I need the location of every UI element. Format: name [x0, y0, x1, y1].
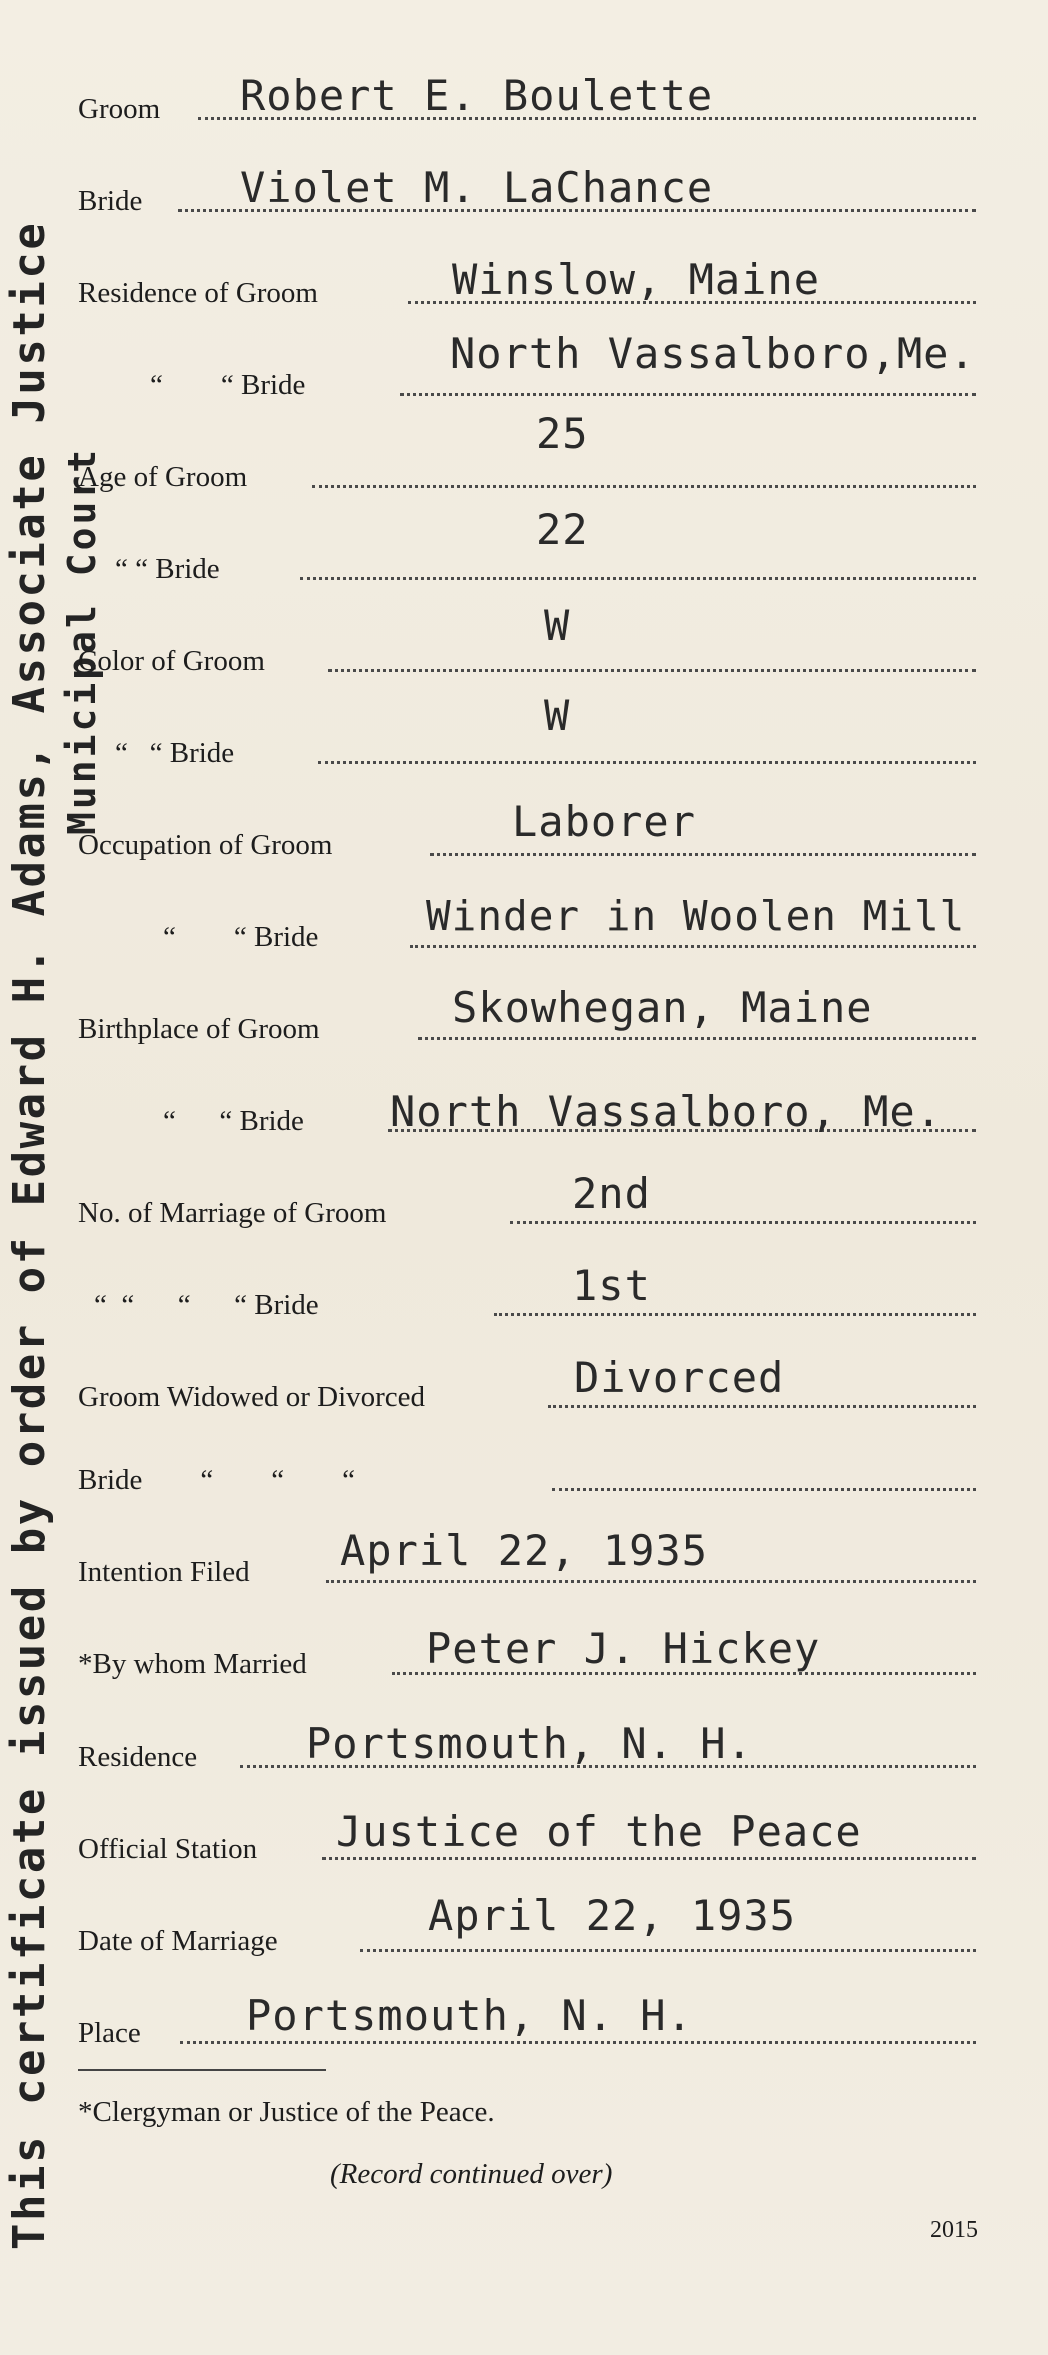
field-label: Age of Groom: [78, 461, 248, 493]
dotted-line: [410, 945, 976, 948]
field-official-station: [0, 1802, 1048, 1872]
field-birthplace-groom: [0, 982, 1048, 1052]
field-label: *By whom Married: [78, 1648, 307, 1680]
field-bride: [0, 154, 1048, 224]
dotted-line: [318, 761, 976, 764]
dotted-line: [494, 1313, 976, 1316]
field-value: W: [544, 691, 571, 740]
dotted-line: [300, 577, 976, 580]
dotted-line: [418, 1037, 976, 1040]
field-label: “ “ “ “ Bride: [94, 1289, 319, 1321]
field-officiant-residence: [0, 1710, 1048, 1780]
field-birthplace-bride: [0, 1074, 1048, 1144]
field-label: “ “ Bride: [163, 921, 319, 953]
field-value: 25: [536, 409, 589, 458]
field-color-bride: [0, 691, 1048, 776]
continued-note: (Record continued over): [330, 2158, 613, 2190]
field-value: Portsmouth, N. H.: [246, 1991, 693, 2040]
field-widowed-divorced-bride: [0, 1433, 1048, 1503]
field-value: North Vassalboro, Me.: [390, 1087, 943, 1136]
field-value: April 22, 1935: [428, 1891, 797, 1940]
field-label: “ “ Bride: [115, 553, 220, 585]
field-value: North Vassalboro,Me.: [450, 329, 976, 378]
field-label: Intention Filed: [78, 1556, 250, 1588]
field-label: “ “ Bride: [115, 737, 235, 769]
field-value: Peter J. Hickey: [426, 1624, 821, 1673]
field-widowed-divorced-groom: [0, 1350, 1048, 1420]
dotted-line: [360, 1949, 976, 1952]
field-label: Groom: [78, 93, 161, 125]
field-label: Occupation of Groom: [78, 829, 333, 861]
field-age-groom: [0, 409, 1048, 500]
field-intention-filed: [0, 1525, 1048, 1595]
field-value: Portsmouth, N. H.: [306, 1719, 753, 1768]
field-residence-bride: [0, 329, 1048, 408]
field-label: No. of Marriage of Groom: [78, 1197, 387, 1229]
dotted-line: [548, 1405, 976, 1408]
dotted-line: [510, 1221, 976, 1224]
field-value: W: [544, 601, 571, 650]
field-value: Winslow, Maine: [452, 255, 821, 304]
field-value: Divorced: [574, 1353, 785, 1402]
field-occupation-bride: [0, 890, 1048, 960]
footnote: *Clergyman or Justice of the Peace.: [78, 2096, 495, 2128]
form-number: 2015: [930, 2217, 978, 2243]
field-label: Color of Groom: [78, 645, 265, 677]
field-residence-groom: [0, 246, 1048, 316]
field-label: Bride: [78, 185, 143, 217]
field-value: 2nd: [572, 1169, 651, 1218]
field-label: Official Station: [78, 1833, 258, 1865]
dotted-line: [328, 669, 976, 672]
field-groom: [0, 62, 1048, 132]
field-label: Groom Widowed or Divorced: [78, 1381, 426, 1413]
field-label: “ “ Bride: [163, 1105, 304, 1137]
field-place: [0, 1986, 1048, 2056]
field-label: Date of Marriage: [78, 1925, 278, 1957]
field-label: Place: [78, 2017, 141, 2049]
field-value: Robert E. Boulette: [240, 71, 714, 120]
field-label: “ “ Bride: [150, 369, 306, 401]
field-label: Residence: [78, 1741, 198, 1773]
field-label: Residence of Groom: [78, 277, 318, 309]
field-label: Birthplace of Groom: [78, 1013, 320, 1045]
field-value: Skowhegan, Maine: [452, 983, 873, 1032]
dotted-line: [552, 1488, 976, 1491]
field-officiant: [0, 1617, 1048, 1687]
field-color-groom: [0, 601, 1048, 684]
dotted-line: [312, 485, 976, 488]
dotted-line: [326, 1580, 976, 1583]
court-name-text: Municipal Court: [60, 446, 104, 835]
dotted-line: [322, 1857, 976, 1860]
dotted-line: [400, 393, 976, 396]
field-value: Violet M. LaChance: [240, 163, 714, 212]
field-marriage-no-bride: [0, 1258, 1048, 1328]
field-label: Bride “ “ “: [78, 1464, 356, 1496]
field-value: Winder in Woolen Mill: [426, 892, 966, 940]
certificate-authority-text: This certificate issued by order of Edward H. Adams, Associate Justice: [4, 220, 55, 2250]
field-age-bride: [0, 505, 1048, 592]
dotted-line: [180, 2041, 976, 2044]
field-value: Laborer: [512, 797, 697, 846]
footnote-rule: [78, 2069, 326, 2071]
field-value: April 22, 1935: [340, 1526, 709, 1575]
field-occupation-groom: [0, 798, 1048, 868]
field-value: 1st: [572, 1261, 651, 1310]
field-date-of-marriage: [0, 1891, 1048, 1964]
field-marriage-no-groom: [0, 1166, 1048, 1236]
field-value: Justice of the Peace: [336, 1807, 862, 1856]
dotted-line: [430, 853, 976, 856]
field-value: 22: [536, 505, 589, 554]
